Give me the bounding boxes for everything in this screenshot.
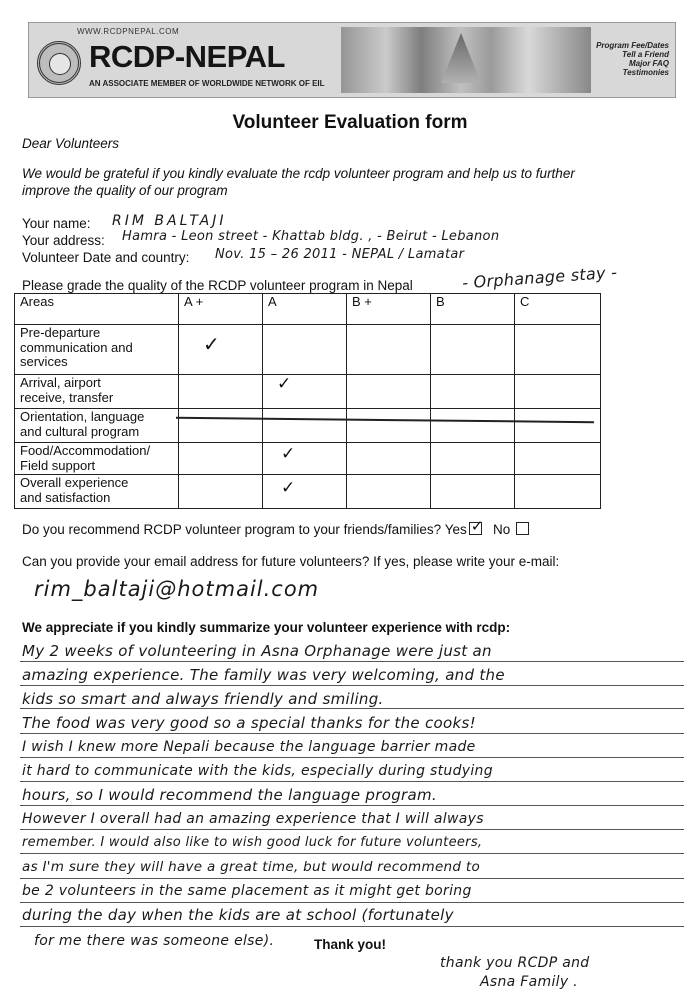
cell-overall-b[interactable] (431, 475, 515, 509)
cell-predeparture-a-plus[interactable] (179, 325, 263, 375)
thank-you-text: Thank you! (314, 937, 387, 952)
area-arrival: Arrival, airport receive, transfer (15, 375, 179, 409)
cell-orientation-b-plus[interactable] (347, 409, 431, 443)
name-value: RIM BALTAJI (112, 213, 227, 229)
col-b: B (431, 294, 515, 325)
area-predeparture: Pre-departure communication and services (15, 325, 179, 375)
cell-predeparture-b[interactable] (431, 325, 515, 375)
email-question: Can you provide your email address for future volunteers? If yes, please write your e-mail: (22, 554, 560, 569)
cell-predeparture-b-plus[interactable] (347, 325, 431, 375)
area-food: Food/Accommodation/ Field support (15, 443, 179, 475)
summary-line-3: kids so smart and always friendly and smiling. (22, 690, 384, 708)
link-program-fee[interactable]: Program Fee/Dates (596, 41, 669, 50)
link-major-faq[interactable]: Major FAQ (628, 59, 669, 68)
cell-arrival-a-plus[interactable] (179, 375, 263, 409)
cell-food-a-plus[interactable] (179, 443, 263, 475)
header-banner (28, 22, 676, 98)
cell-overall-a[interactable] (263, 475, 347, 509)
rule-line (20, 805, 684, 806)
rule-line (20, 733, 684, 734)
recommend-question: Do you recommend RCDP volunteer program to your friends/families? (22, 522, 442, 537)
rule-line (20, 757, 684, 758)
rule-line (20, 878, 684, 879)
rule-line (20, 902, 684, 903)
intro-line-1: We would be grateful if you kindly evaluate the rcdp volunteer program and help us to further (22, 166, 575, 181)
signoff-line-1: thank you RCDP and (440, 955, 590, 971)
summary-line-9: remember. I would also like to wish good luck for future volunteers, (22, 835, 483, 850)
signoff-line-2: Asna Family . (480, 974, 578, 990)
cell-orientation-a[interactable] (263, 409, 347, 443)
grade-row-overall (15, 475, 601, 509)
greeting: Dear Volunteers (22, 136, 120, 151)
cell-predeparture-a[interactable] (263, 325, 347, 375)
header-photo (341, 27, 591, 93)
summary-line-10: as I'm sure they will have a great time, but would recommend to (22, 859, 481, 875)
summary-line-1: My 2 weeks of volunteering in Asna Orphanage were just an (22, 642, 492, 660)
header-links (596, 41, 669, 77)
organization-seal-icon (37, 41, 81, 85)
website-url: WWW.RCDPNEPAL.COM (77, 27, 180, 36)
yes-checkbox[interactable] (469, 517, 484, 535)
summary-line-7: hours, so I would recommend the language program. (22, 786, 437, 804)
email-value: rim_baltaji@hotmail.com (34, 577, 320, 601)
cell-orientation-c[interactable] (515, 409, 601, 443)
area-orientation: Orientation, language and cultural program (15, 409, 179, 443)
grade-row-food (15, 443, 601, 475)
brand-tagline: AN ASSOCIATE MEMBER OF WORLDWIDE NETWORK OF EIL (89, 79, 325, 88)
rule-line (20, 781, 684, 782)
date-label: Volunteer Date and country: (22, 250, 190, 265)
check-mark-icon: ✓ (281, 478, 296, 498)
grade-prompt: Please grade the quality of the RCDP volunteer program in Nepal (22, 278, 413, 293)
col-areas: Areas (15, 294, 179, 325)
cell-arrival-c[interactable] (515, 375, 601, 409)
cell-arrival-b[interactable] (431, 375, 515, 409)
link-testimonies[interactable]: Testimonies (622, 68, 669, 77)
col-a-plus: A + (179, 294, 263, 325)
date-value: Nov. 15 – 26 2011 - NEPAL / Lamatar (215, 247, 465, 262)
check-mark-icon: ✓ (277, 374, 292, 394)
cell-arrival-a[interactable] (263, 375, 347, 409)
cell-overall-b-plus[interactable] (347, 475, 431, 509)
grade-row-arrival (15, 375, 601, 409)
rule-line (20, 661, 684, 662)
summary-line-12: during the day when the kids are at school (fortunately (22, 906, 454, 924)
cell-food-b[interactable] (431, 443, 515, 475)
name-label: Your name: (22, 216, 91, 231)
grade-header-row (15, 294, 601, 325)
cell-food-c[interactable] (515, 443, 601, 475)
summary-line-5: I wish I knew more Nepali because the language barrier made (22, 739, 476, 755)
summary-line-4: The food was very good so a special thanks for the cooks! (22, 714, 476, 732)
form-title: Volunteer Evaluation form (232, 112, 468, 133)
check-mark-icon: ✓ (203, 332, 220, 356)
summary-prompt: We appreciate if you kindly summarize your volunteer experience with rcdp: (22, 620, 511, 635)
summary-line-11: be 2 volunteers in the same placement as it might get boring (22, 883, 472, 899)
brand-name: RCDP-NEPAL (89, 39, 285, 74)
yes-label: Yes (444, 522, 467, 537)
orphanage-note: - Orphanage stay - (461, 262, 618, 293)
cell-overall-a-plus[interactable] (179, 475, 263, 509)
area-overall: Overall experience and satisfaction (15, 475, 179, 509)
intro-line-2: improve the quality of our program (22, 183, 228, 198)
summary-line-2: amazing experience. The family was very welcoming, and the (22, 666, 505, 684)
cell-orientation-a-plus[interactable] (179, 409, 263, 443)
recommend-row (22, 517, 529, 537)
address-value: Hamra - Leon street - Khattab bldg. , - Beirut - Lebanon (122, 229, 500, 244)
rule-line (20, 853, 684, 854)
check-mark-icon: ✓ (281, 444, 296, 464)
cell-food-a[interactable] (263, 443, 347, 475)
cell-arrival-b-plus[interactable] (347, 375, 431, 409)
col-c: C (515, 294, 601, 325)
check-mark-icon: ✓ (470, 517, 484, 535)
link-tell-friend[interactable]: Tell a Friend (622, 50, 669, 59)
summary-line-13: for me there was someone else). (34, 933, 275, 949)
cell-predeparture-c[interactable] (515, 325, 601, 375)
address-label: Your address: (22, 233, 105, 248)
rule-line (20, 926, 684, 927)
summary-line-6: it hard to communicate with the kids, especially during studying (22, 763, 493, 779)
col-b-plus: B + (347, 294, 431, 325)
no-checkbox[interactable] (516, 522, 529, 535)
rule-line (20, 829, 684, 830)
cell-food-b-plus[interactable] (347, 443, 431, 475)
cell-orientation-b[interactable] (431, 409, 515, 443)
rule-line (20, 685, 684, 686)
summary-line-8: However I overall had an amazing experience that I will always (22, 811, 484, 827)
grade-row-orientation (15, 409, 601, 443)
grade-table (14, 293, 601, 509)
col-a: A (263, 294, 347, 325)
cell-overall-c[interactable] (515, 475, 601, 509)
no-label: No (493, 522, 511, 537)
grade-row-predeparture (15, 325, 601, 375)
